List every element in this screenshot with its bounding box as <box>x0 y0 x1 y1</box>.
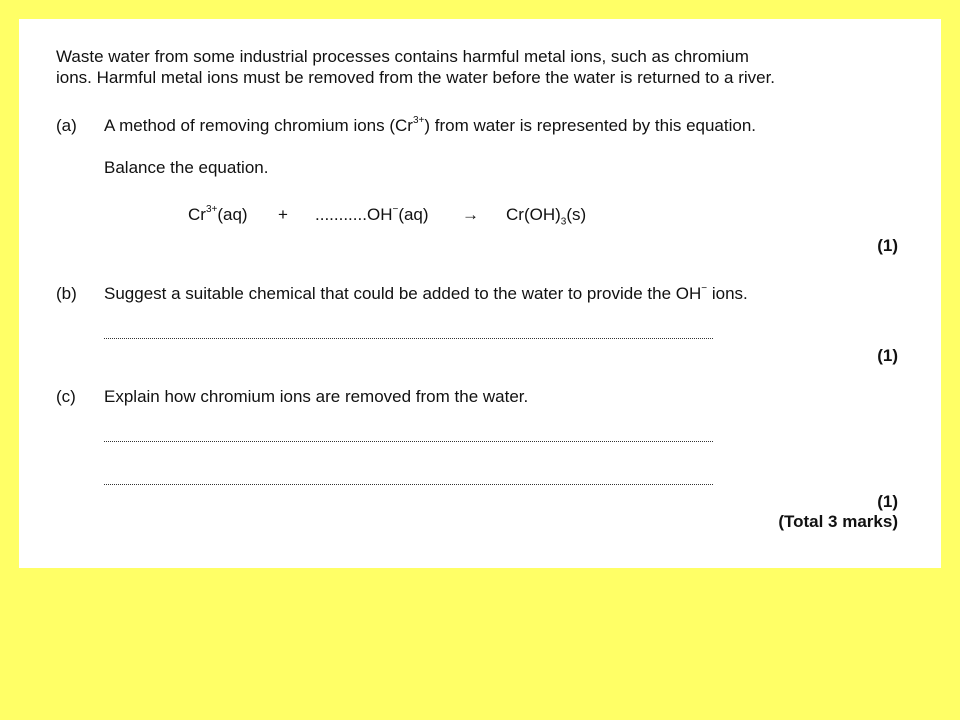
equation-reactant-chromium <box>188 205 248 225</box>
part-a-label: (a) <box>56 116 77 135</box>
coefficient-blank[interactable]: ........... <box>315 205 367 224</box>
part-a-charge: 3+ <box>412 115 425 127</box>
part-a-text-before: A method of removing chromium ions (Cr <box>104 116 413 135</box>
part-c-question: Explain how chromium ions are removed from the water. <box>104 387 529 406</box>
part-a-instruction: Balance the equation. <box>104 158 269 177</box>
part-b-text-before: Suggest a suitable chemical that could be added to the water to provide the OH <box>104 284 702 303</box>
intro-paragraph <box>56 46 775 88</box>
part-c-label: (c) <box>56 387 76 406</box>
hydroxide-state: (aq) <box>398 205 429 224</box>
part-b-charge: − <box>701 283 708 295</box>
part-b-text-after: ions. <box>707 284 748 303</box>
total-marks: (Total 3 marks) <box>778 512 898 531</box>
product-state: (s) <box>566 205 587 224</box>
hydroxide-symbol: OH <box>366 205 393 224</box>
equation-arrow: → <box>462 205 479 224</box>
intro-line-1: Waste water from some industrial processes contains harmful metal ions, such as chromium <box>56 47 749 66</box>
part-c-marks: (1) <box>877 492 898 511</box>
part-a-marks: (1) <box>877 236 898 255</box>
part-a-text-after: ) from water is represented by this equation. <box>424 116 757 135</box>
product-subscript: 3 <box>560 216 567 228</box>
hydroxide-charge: − <box>392 204 399 216</box>
intro-line-2: ions. Harmful metal ions must be removed from the water before the water is returned to a river. <box>56 68 776 87</box>
part-b-marks: (1) <box>877 346 898 365</box>
part-c-answer-line-1[interactable] <box>104 441 713 442</box>
chromium-symbol: Cr <box>188 205 206 224</box>
equation-plus: + <box>278 205 288 224</box>
question-sheet <box>19 19 941 568</box>
equation-product <box>506 205 587 228</box>
part-c-answer-line-2[interactable] <box>104 484 713 485</box>
chromium-charge: 3+ <box>205 204 218 216</box>
chromium-state: (aq) <box>217 205 248 224</box>
part-b-label: (b) <box>56 284 77 303</box>
equation-reactant-hydroxide <box>315 205 429 225</box>
product-formula: Cr(OH) <box>506 205 561 224</box>
part-a-question <box>104 116 756 136</box>
part-b-question <box>104 284 748 304</box>
part-b-answer-line[interactable] <box>104 338 713 339</box>
